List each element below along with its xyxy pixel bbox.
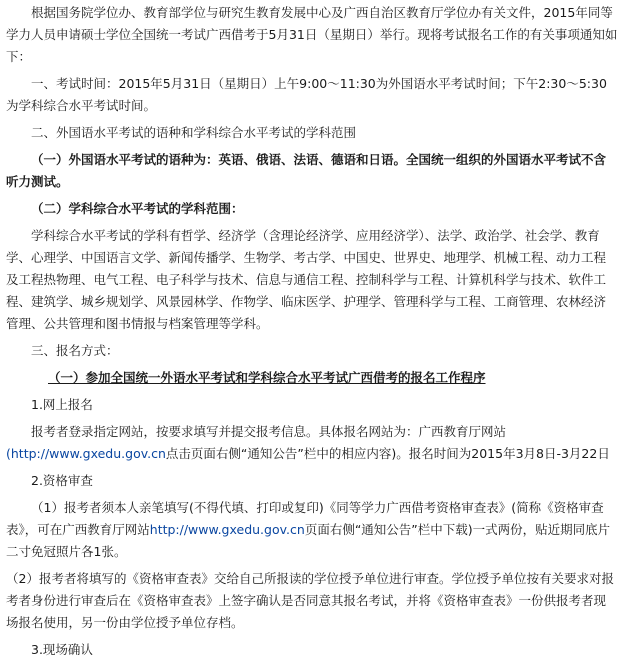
language-item (6, 149, 618, 193)
step2-title: 2.资格审查 (31, 473, 93, 488)
step2-paragraph-1 (6, 497, 618, 563)
subject-scope-text: （二）学科综合水平考试的学科范围： (31, 201, 244, 216)
gxedu-link-2[interactable]: http://www.gxedu.gov.cn (149, 522, 305, 537)
step2-p1-text-b: 页面右侧“通知公告”栏中下载)一式两份，贴近期同底片二寸免冠照片各1张。 (6, 522, 611, 559)
step1-title: 1.网上报名 (31, 397, 93, 412)
language-item-text: （一）外国语水平考试的语种为：英语、俄语、法语、德语和日语。全国统一组织的外国语水平考试不含听力测试。 (6, 152, 607, 189)
registration-procedure-heading (6, 367, 618, 389)
step2-p1-text-a: （1）报考者须本人亲笔填写(不得代填、打印或复印)《同等学力广西借考资格审查表》(简称《资格审查表》，可在广西教育厅网站 (6, 500, 604, 537)
gxedu-link[interactable]: (http://www.gxedu.gov.cn (6, 446, 166, 461)
step2-paragraph-2 (6, 568, 618, 634)
step1-paragraph (6, 421, 618, 465)
subjects-paragraph: 学科综合水平考试的学科有哲学、经济学（含理论经济学、应用经济学）、法学、政治学、社会学、教育学、心理学、中国语言文学、新闻传播学、生物学、考古学、中国史、世界史、地理学、机械工程、动力工程及工程热物理、电气工程、电子科学与技术、信息与通信工程、控制科学与工程、计算机科学与技术、软件工程、建筑学、城乡规划学、风景园林学、作物学、临床医学、护理学、管理科学与工程、工商管理、农林经济管理、公共管理和图书情报与档案管理等学科。 (6, 228, 607, 331)
section-registration-method: 三、报名方式： (31, 343, 119, 358)
registration-procedure-text: （一）参加全国统一外语水平考试和学科综合水平考试广西借考的报名工作程序 (48, 370, 486, 385)
step1-text-b: 点击页面右侧“通知公告”栏中的相应内容)。报名时间为2015年3月8日-3月22日 (165, 446, 610, 461)
intro-paragraph: 根据国务院学位办、教育部学位与研究生教育发展中心及广西自治区教育厅学位办有关文件，2015年同等学力人员申请硕士学位全国统一考试广西借考于5月31日（星期日）举行。现将考试报名工作的有关事项通知如下： (6, 5, 618, 64)
section-language-heading: 二、外国语水平考试的语种和学科综合水平考试的学科范围 (31, 125, 357, 140)
step3-title: 3.现场确认 (31, 642, 93, 657)
section-exam-time: 一、考试时间：2015年5月31日（星期日）上午9:00～11:30为外国语水平考试时间；下午2:30～5:30为学科综合水平考试时间。 (6, 76, 607, 113)
subject-scope-heading (6, 198, 618, 220)
step1-text-a: 报考者登录指定网站，按要求填写并提交报考信息。具体报名网站为：广西教育厅网站 (31, 424, 507, 439)
step2-p2-text: （2）报考者将填写的《资格审查表》交给自己所报读的学位授予单位进行审查。学位授予单位按有关要求对报考者身份进行审查后在《资格审查表》上签字确认是否同意其报名考试，并将《资格审查表》一份供报考者现场报名使用，另一份由学位授予单位存档。 (6, 571, 614, 630)
